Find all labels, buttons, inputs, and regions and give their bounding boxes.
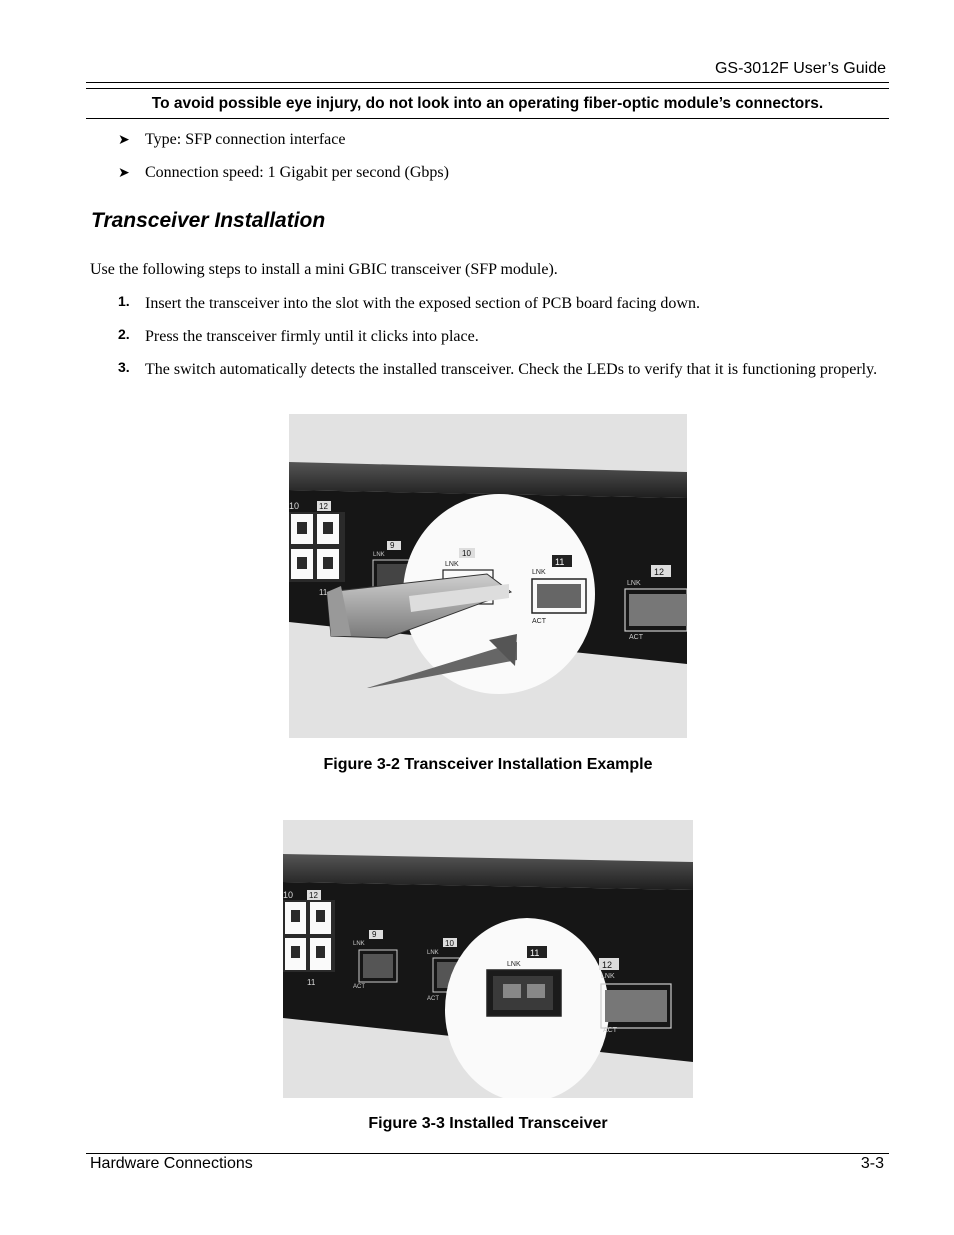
port-label: 12 — [309, 891, 318, 900]
led-label: ACT — [532, 618, 546, 625]
port-label: 10 — [462, 549, 471, 558]
step-item — [118, 292, 878, 315]
port-label: 9 — [372, 930, 377, 939]
step-number: 1. — [118, 293, 130, 309]
page-number: 3-3 — [860, 1155, 884, 1172]
led-label: ACT — [427, 996, 439, 1002]
warning-bottom-rule — [86, 118, 889, 119]
port-label: 11 — [530, 948, 540, 958]
switch-illustration — [283, 820, 693, 1098]
port-label: 12 — [602, 960, 613, 970]
figure-installed-transceiver — [283, 820, 693, 1098]
bullet-item: ➤ Connection speed: 1 Gigabit per second (Gbps) — [118, 164, 449, 181]
port-label: 12 — [654, 567, 665, 577]
footer-rule — [86, 1153, 889, 1154]
figure-caption: Figure 3-2 Transceiver Installation Example — [323, 756, 653, 773]
port-label: 11 — [555, 557, 565, 567]
step-text: The switch automatically detects the installed transceiver. Check the LEDs to verify that it is functioning properly. — [145, 361, 878, 378]
led-label: LNK — [532, 569, 546, 576]
led-label: LNK — [427, 950, 439, 956]
figure-transceiver-installation — [289, 414, 687, 738]
port-label: 12 — [319, 502, 328, 511]
bullet-item: ➤ Type: SFP connection interface — [118, 131, 346, 148]
header-rule — [86, 82, 889, 83]
figure-caption: Figure 3-3 Installed Transceiver — [368, 1115, 608, 1132]
warning-top-rule — [86, 88, 889, 89]
led-label: ACT — [353, 984, 365, 990]
step-number: 2. — [118, 326, 130, 342]
led-label: LNK — [507, 961, 521, 968]
led-label: ACT — [629, 634, 643, 641]
led-label: LNK — [353, 941, 365, 947]
port-label: 9 — [390, 541, 395, 550]
port-label: 11 — [319, 588, 328, 597]
step-item — [118, 358, 878, 381]
port-label: 11 — [307, 978, 316, 987]
port-label: 10 — [289, 501, 300, 511]
step-text: Insert the transceiver into the slot with the exposed section of PCB board facing down. — [145, 295, 700, 312]
led-label: ACT — [603, 1027, 617, 1034]
led-label: LNK — [601, 973, 615, 980]
footer-section-title: Hardware Connections — [90, 1155, 253, 1172]
intro-paragraph: Use the following steps to install a mini GBIC transceiver (SFP module). — [90, 261, 558, 278]
warning-note: To avoid possible eye injury, do not look into an operating fiber-optic module’s connectors. — [151, 95, 824, 112]
switch-illustration — [289, 414, 687, 738]
led-label: LNK — [373, 552, 385, 558]
header-title: GS-3012F User’s Guide — [714, 60, 886, 77]
led-label: LNK — [627, 580, 641, 587]
port-label: 10 — [283, 890, 294, 900]
section-heading: Transceiver Installation — [91, 209, 326, 232]
arrow-bullet-icon: ➤ — [118, 165, 130, 181]
step-item — [118, 325, 878, 348]
led-label: LNK — [445, 561, 459, 568]
step-text: Press the transceiver firmly until it clicks into place. — [145, 328, 479, 345]
port-label: 10 — [445, 939, 454, 948]
arrow-bullet-icon: ➤ — [118, 132, 130, 148]
step-number: 3. — [118, 359, 130, 375]
